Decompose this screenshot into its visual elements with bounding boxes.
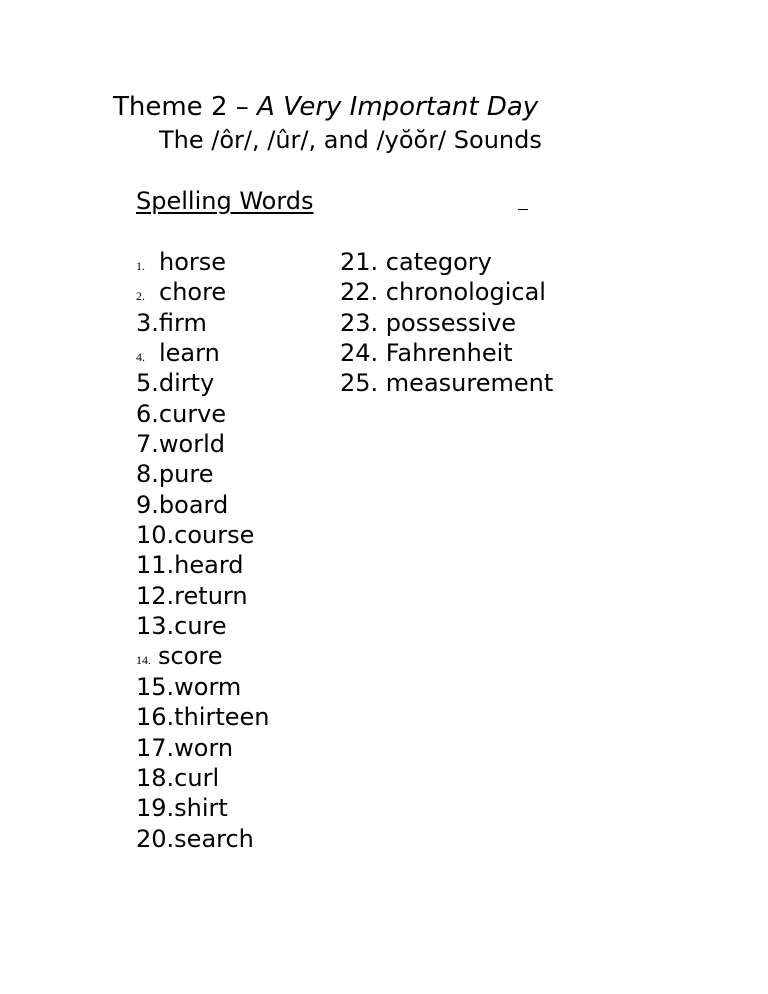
- page-subtitle: The /ôr/, /ûr/, and /yŏŏr/ Sounds: [159, 126, 542, 154]
- list-item: [136, 733, 269, 763]
- list-item: [136, 520, 269, 550]
- item-number: 22.: [340, 278, 386, 307]
- item-word: learn: [159, 339, 220, 368]
- item-number: 5.: [136, 369, 159, 398]
- list-item: [340, 308, 553, 338]
- item-number: 18.: [136, 763, 175, 792]
- list-item: [136, 611, 269, 641]
- list-item: [340, 338, 553, 368]
- item-number: 12.: [136, 581, 175, 610]
- item-word: horse: [159, 248, 227, 276]
- item-number: 8.: [136, 460, 159, 489]
- item-word: curl: [174, 763, 220, 792]
- item-number: 10.: [136, 521, 175, 550]
- item-number: 4.: [136, 350, 145, 365]
- item-number: 19.: [136, 794, 175, 823]
- word-list-left: [136, 247, 269, 854]
- blank-underline: [518, 209, 528, 210]
- list-item: [136, 399, 269, 429]
- item-word: heard: [174, 551, 244, 580]
- item-number: 21.: [340, 248, 386, 276]
- title-prefix: Theme 2 –: [113, 92, 258, 122]
- item-number: 9.: [136, 490, 159, 519]
- item-number: 20.: [136, 824, 175, 853]
- item-word: cure: [174, 612, 227, 641]
- item-number: 24.: [340, 339, 386, 368]
- list-item: [136, 641, 269, 671]
- item-word: curve: [158, 399, 227, 428]
- item-word: return: [174, 581, 248, 610]
- list-item: [136, 581, 269, 611]
- item-number: 15.: [136, 672, 175, 701]
- item-word: chore: [159, 278, 227, 307]
- item-number: 23.: [340, 308, 386, 337]
- list-item: [136, 429, 269, 459]
- list-item: [340, 368, 553, 398]
- item-number: 6.: [136, 399, 159, 428]
- item-word: world: [158, 430, 225, 459]
- list-item: [136, 672, 269, 702]
- list-item: [136, 247, 269, 277]
- item-word: Fahrenheit: [385, 339, 513, 368]
- item-word: thirteen: [174, 703, 270, 732]
- item-number: 16.: [136, 703, 175, 732]
- word-list-right: [340, 247, 553, 399]
- item-word: search: [174, 824, 254, 853]
- item-word: measurement: [385, 369, 554, 398]
- item-word: category: [385, 248, 492, 276]
- item-word: shirt: [174, 794, 228, 823]
- item-word: firm: [158, 308, 207, 337]
- title-italic: A Very Important Day: [257, 92, 539, 122]
- item-word: score: [158, 642, 223, 671]
- item-word: chronological: [385, 278, 546, 307]
- item-word: dirty: [158, 369, 215, 398]
- item-word: board: [158, 490, 229, 519]
- list-item: [136, 277, 269, 307]
- list-item: [136, 308, 269, 338]
- list-item: [340, 277, 553, 307]
- list-item: [136, 824, 269, 854]
- item-number: 7.: [136, 430, 159, 459]
- item-word: worn: [174, 733, 234, 762]
- item-number: 2.: [136, 289, 145, 304]
- list-item: [136, 550, 269, 580]
- list-item: [136, 702, 269, 732]
- item-word: possessive: [385, 308, 517, 337]
- item-number: 14.: [136, 653, 151, 668]
- item-number: 11.: [136, 551, 175, 580]
- list-item: [136, 793, 269, 823]
- list-item: [136, 763, 269, 793]
- item-number: 13.: [136, 612, 175, 641]
- page-title: [113, 90, 538, 124]
- item-number: 3.: [136, 308, 159, 337]
- spelling-words-heading: Spelling Words: [136, 187, 314, 215]
- list-item: [136, 459, 269, 489]
- list-item: [340, 247, 553, 277]
- item-number: 1.: [136, 259, 145, 273]
- list-item: [136, 338, 269, 368]
- item-word: pure: [158, 460, 214, 489]
- item-number: 17.: [136, 733, 175, 762]
- item-number: 25.: [340, 369, 386, 398]
- list-item: [136, 368, 269, 398]
- item-word: worm: [174, 672, 242, 701]
- item-word: course: [174, 521, 255, 550]
- list-item: [136, 490, 269, 520]
